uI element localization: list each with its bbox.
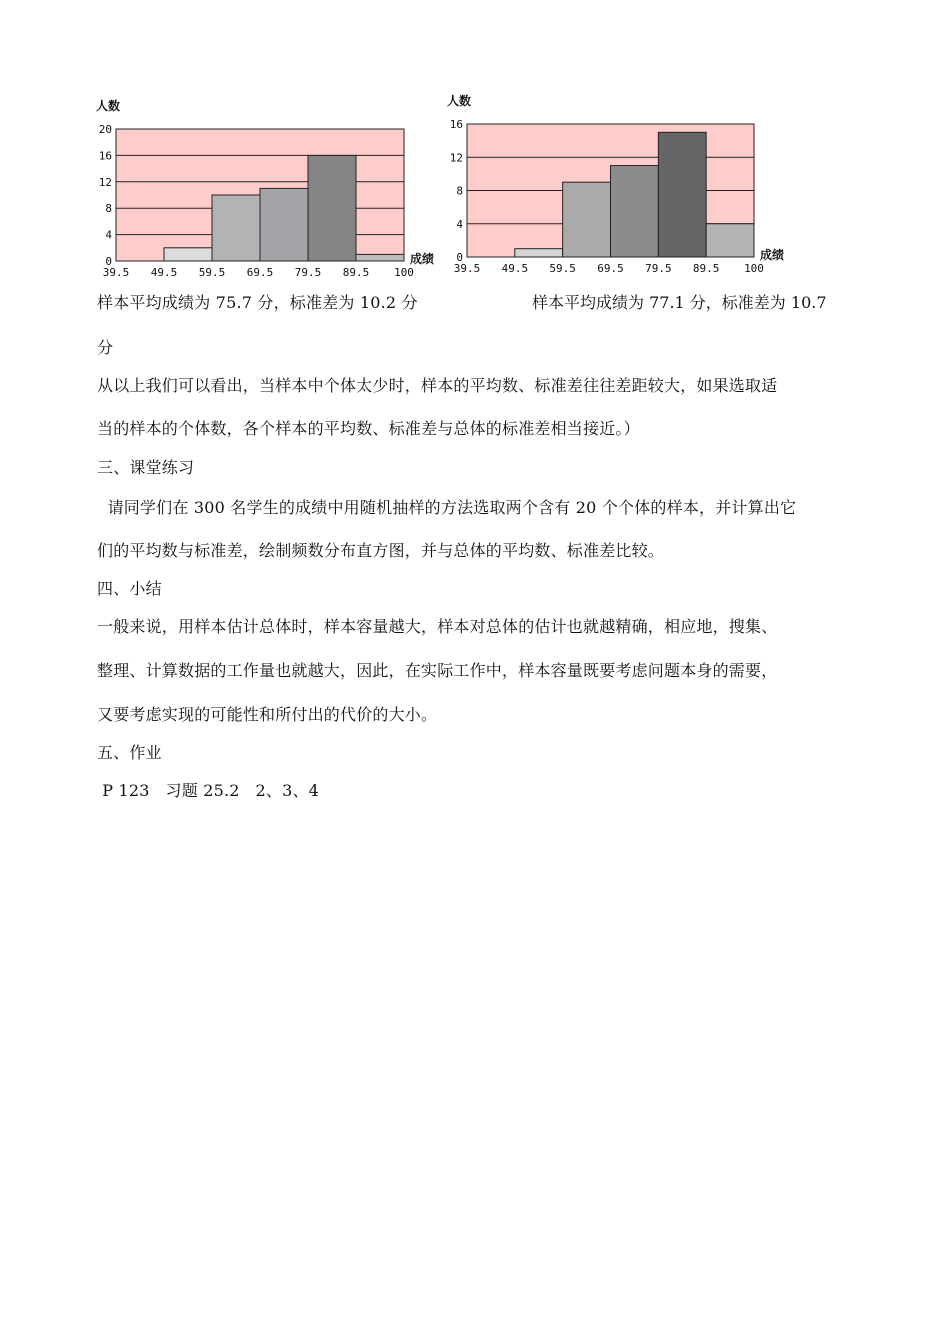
x-axis-label: 成绩	[410, 252, 435, 266]
y-tick-label: 20	[98, 123, 112, 136]
paragraph-summary-line-2: 整理、计算数据的工作量也就越大，因此，在实际工作中，样本容量既要考虑问题本身的需要，	[97, 661, 778, 680]
histogram-bar	[212, 195, 260, 261]
x-tick-label: 39.5	[453, 262, 481, 275]
x-tick-label: 89.5	[342, 266, 370, 279]
y-tick-label: 16	[449, 118, 463, 131]
histogram-sample-1	[92, 98, 442, 280]
paragraph-practice-line-1: 请同学们在 300 名学生的成绩中用随机抽样的方法选取两个含有 20 个个体的样本，并计算出它	[97, 498, 797, 517]
caption-right: 样本平均成绩为 77.1 分，标准差为 10.7	[532, 293, 827, 312]
x-tick-label: 79.5	[645, 262, 672, 275]
section-heading-5: 五、作业	[97, 743, 162, 762]
x-tick-label: 69.5	[246, 266, 274, 279]
section-heading-4: 四、小结	[97, 579, 162, 598]
x-tick-label: 79.5	[294, 266, 322, 279]
y-axis-label: 人数	[447, 94, 472, 108]
x-tick-label: 69.5	[597, 262, 624, 275]
paragraph-summary-line-1: 一般来说，用样本估计总体时，样本容量越大，样本对总体的估计也就越精确，相应地，搜集、	[97, 617, 778, 636]
x-tick-label: 59.5	[549, 262, 576, 275]
y-tick-label: 12	[98, 175, 112, 189]
paragraph-summary-line-3: 又要考虑实现的可能性和所付出的代价的大小。	[97, 705, 438, 724]
caption-left: 样本平均成绩为 75.7 分，标准差为 10.2 分	[97, 293, 418, 312]
histogram-bar	[706, 224, 754, 257]
section-heading-3: 三、课堂练习	[97, 458, 195, 477]
y-tick-label: 12	[449, 151, 463, 165]
x-tick-label: 39.5	[102, 266, 130, 279]
histogram-sample-1-svg	[92, 98, 442, 280]
caption-right-continued: 分	[97, 338, 114, 357]
histogram-bar	[611, 166, 659, 257]
paragraph-practice-line-2: 们的平均数与标准差，绘制频数分布直方图，并与总体的平均数、标准差比较。	[97, 541, 665, 560]
y-tick-label: 4	[456, 217, 463, 231]
x-tick-label: 100	[744, 262, 764, 275]
histogram-bar	[308, 155, 356, 261]
homework-line: P 123 习题 25.2 2、3、4	[97, 781, 320, 800]
x-tick-label: 100	[394, 266, 414, 279]
x-tick-label: 59.5	[198, 266, 226, 279]
y-tick-label: 4	[105, 228, 112, 242]
y-tick-label: 8	[456, 184, 463, 198]
paragraph-conclusion-line-1: 从以上我们可以看出，当样本中个体太少时，样本的平均数、标准差往往差距较大，如果选取适	[97, 376, 778, 395]
histogram-bar	[563, 182, 611, 257]
paragraph-conclusion-line-2: 当的样本的个体数，各个样本的平均数、标准差与总体的标准差相当接近。）	[97, 419, 640, 438]
histogram-sample-2-svg	[440, 94, 800, 276]
histogram-bar	[356, 254, 404, 261]
y-tick-label: 0	[105, 255, 112, 268]
x-tick-label: 49.5	[150, 266, 178, 279]
histogram-bar	[515, 249, 563, 257]
y-tick-label: 0	[456, 251, 463, 264]
x-tick-label: 89.5	[692, 262, 720, 275]
histogram-bar	[658, 132, 706, 257]
y-tick-label: 16	[98, 149, 112, 163]
histogram-sample-2	[440, 94, 800, 276]
histogram-bar	[260, 188, 308, 261]
x-tick-label: 49.5	[501, 262, 529, 275]
histogram-bar	[164, 248, 212, 261]
y-axis-label: 人数	[96, 99, 121, 113]
y-tick-label: 8	[105, 202, 112, 216]
x-axis-label: 成绩	[760, 248, 785, 262]
